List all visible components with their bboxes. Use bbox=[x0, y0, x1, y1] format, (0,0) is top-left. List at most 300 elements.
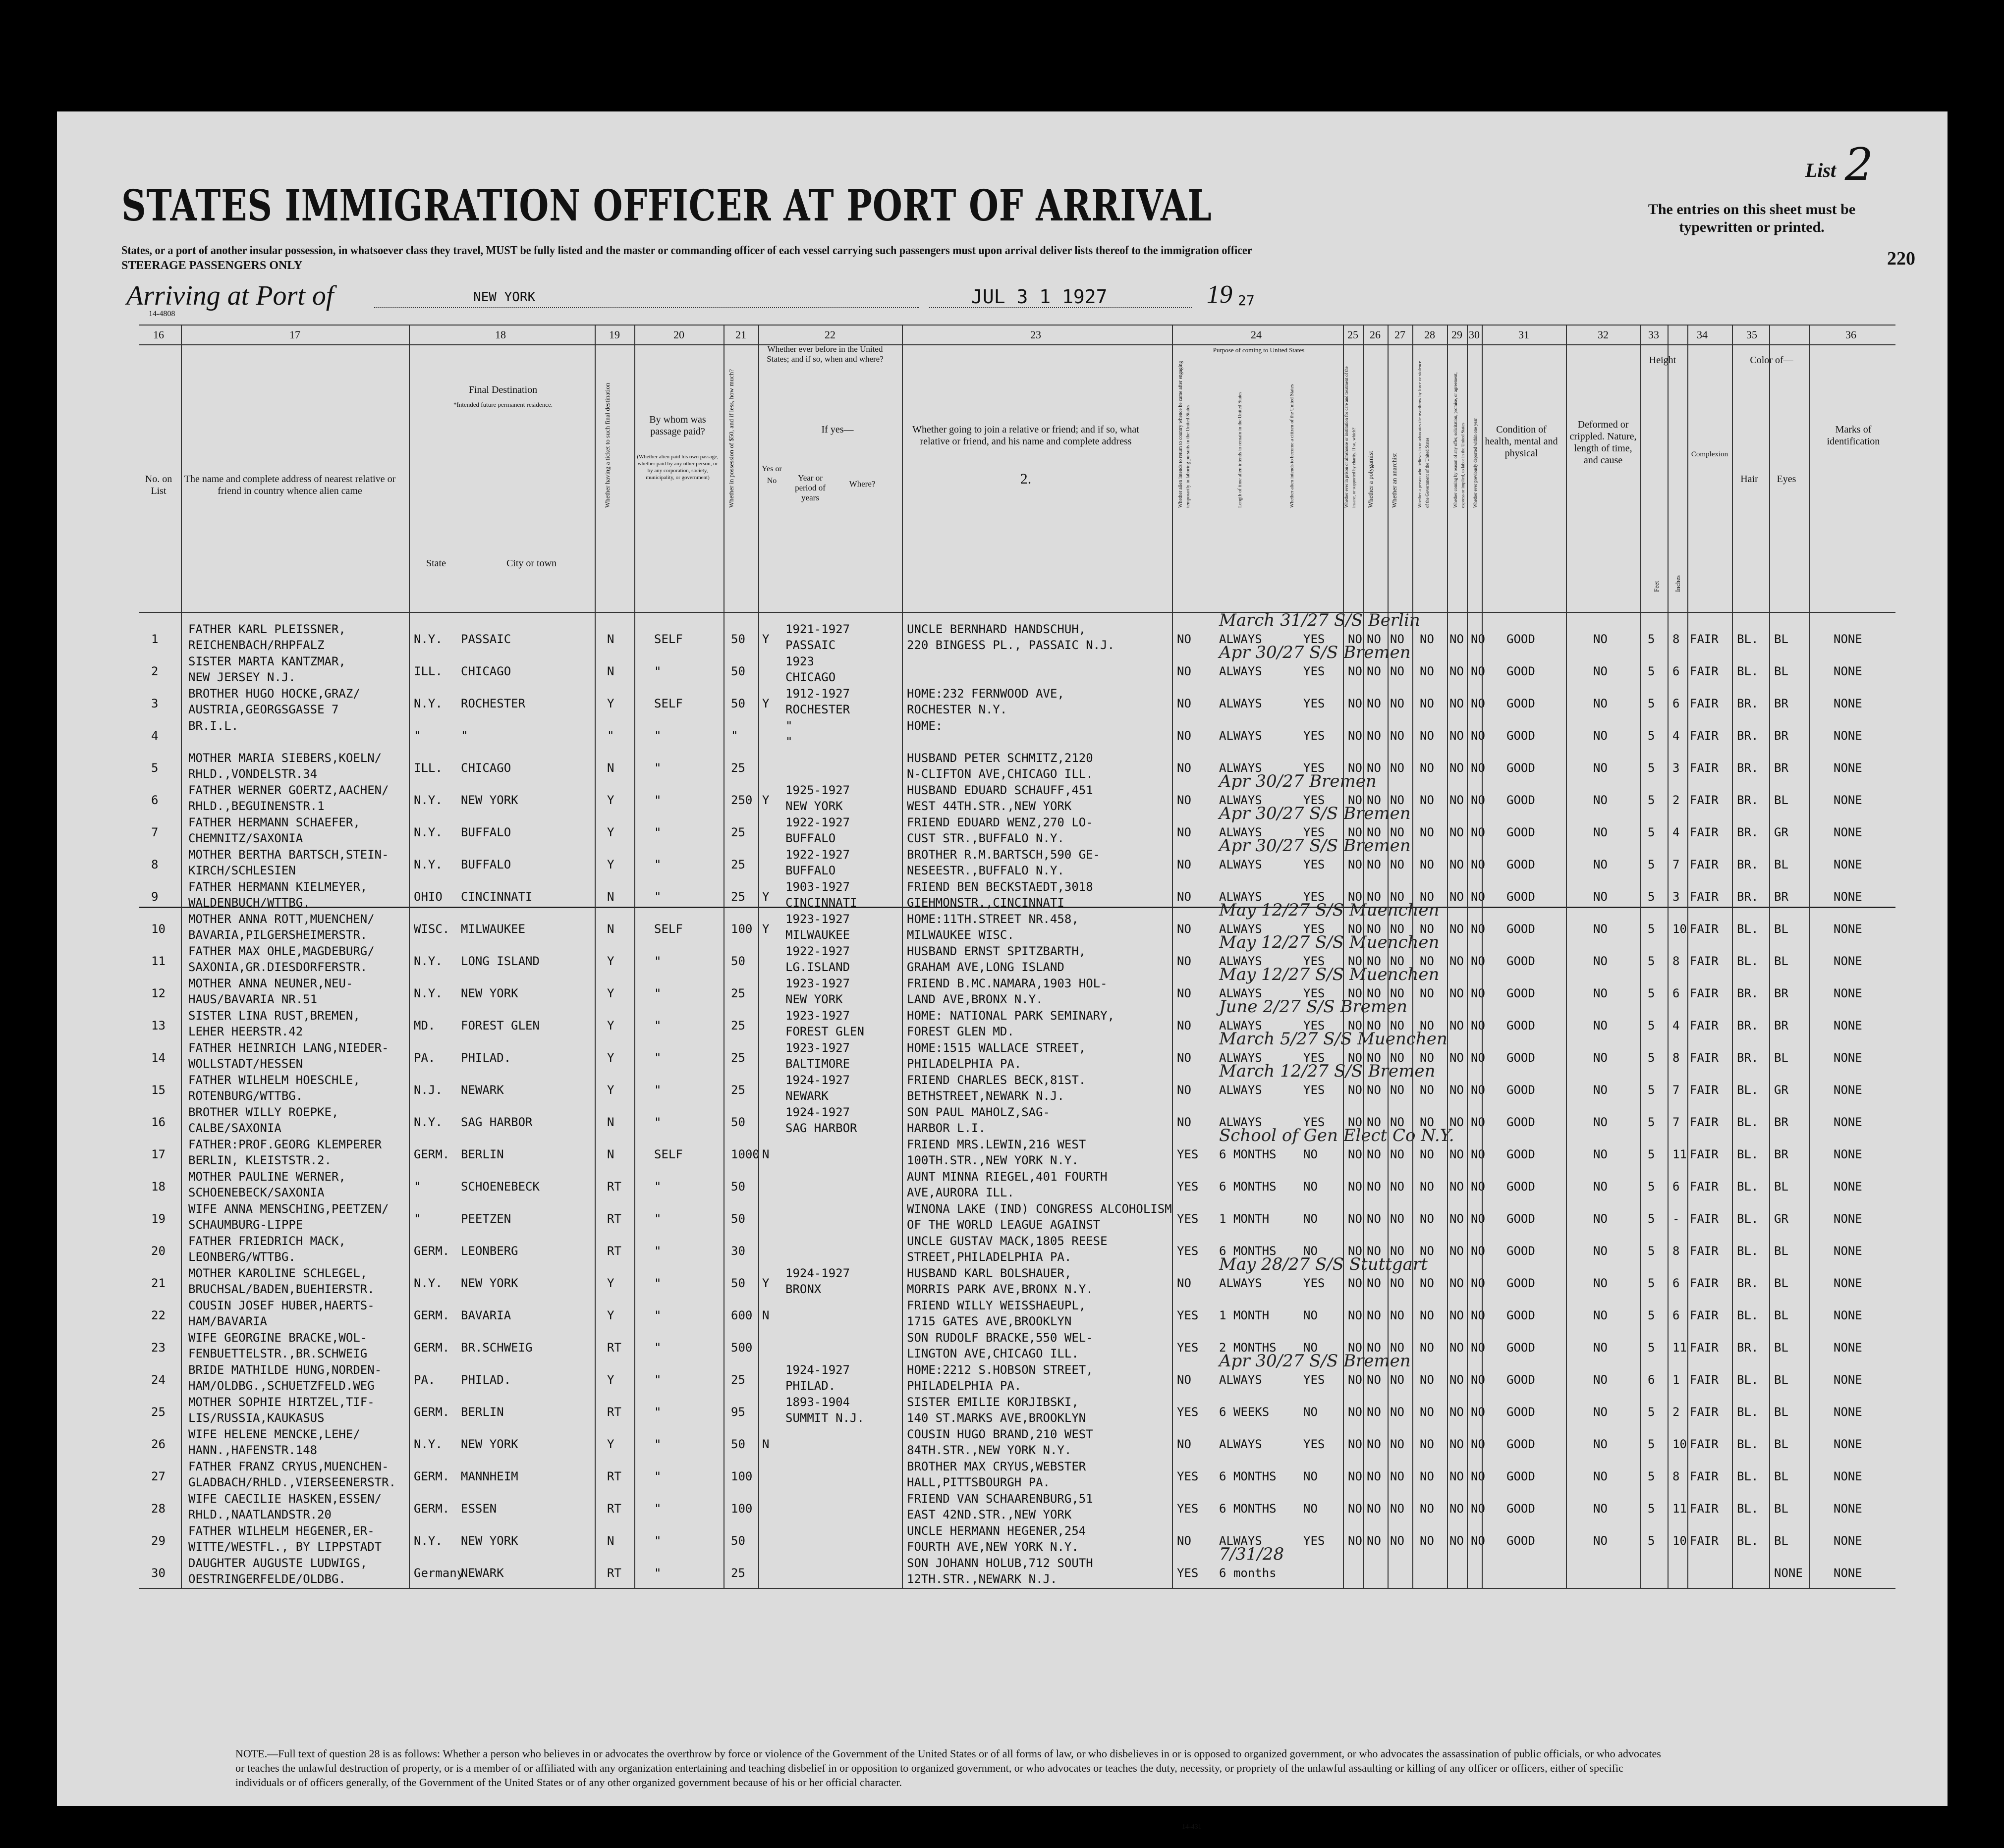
cell-hair: BL. bbox=[1737, 1147, 1759, 1161]
cell-state: N.Y. bbox=[414, 954, 443, 968]
cell-q26: NO bbox=[1367, 825, 1381, 839]
cell-inches: 4 bbox=[1672, 729, 1680, 743]
cell-ticket: RT bbox=[607, 1566, 621, 1580]
intro-text: States, or a port of another insular possession, in whatsoever class they travel, MUST be fully listed and the master or commanding officer of each vessel carrying such passengers must upon arrival deliver lists thereof to the immigration officer bbox=[121, 244, 1252, 257]
footer-code: 14-431 bbox=[1182, 1823, 1202, 1831]
cell-q27: NO bbox=[1390, 1502, 1404, 1516]
cell-ticket: N bbox=[607, 1147, 614, 1161]
cell-q30: NO bbox=[1471, 1534, 1485, 1548]
cell-paid: SELF bbox=[654, 922, 683, 936]
cell-ticket: Y bbox=[607, 697, 614, 710]
cell-feet: 5 bbox=[1648, 1308, 1655, 1322]
cell-rel2: RHLD.,VONDELSTR.34 bbox=[188, 767, 318, 781]
cell-city: NEW YORK bbox=[461, 1276, 518, 1290]
cell-marks: NONE bbox=[1834, 1341, 1862, 1355]
cell-q30: NO bbox=[1471, 1115, 1485, 1129]
cell-city: NEW YORK bbox=[461, 1534, 518, 1548]
form-code: 14-4808 bbox=[149, 310, 175, 318]
cell-q26: NO bbox=[1367, 858, 1381, 871]
cell-city: CHICAGO bbox=[461, 761, 511, 775]
cell-paid: " bbox=[654, 1373, 662, 1387]
cell-p1: NO bbox=[1177, 1083, 1191, 1097]
cell-q27: NO bbox=[1390, 697, 1404, 710]
cell-q28: NO bbox=[1420, 890, 1434, 904]
cell-q28: NO bbox=[1420, 858, 1434, 871]
cell-state: N.Y. bbox=[414, 858, 443, 871]
cell-health: GOOD bbox=[1506, 825, 1535, 839]
cell-rel1: SISTER LINA RUST,BREMEN, bbox=[188, 1009, 360, 1023]
cell-eyes: BR bbox=[1774, 1115, 1788, 1129]
cell-q29: NO bbox=[1449, 1180, 1464, 1194]
cell-q26: NO bbox=[1367, 793, 1381, 807]
cell-p3: YES bbox=[1303, 632, 1325, 646]
cell-deformed: NO bbox=[1593, 1051, 1608, 1065]
cell-p3: YES bbox=[1303, 664, 1325, 678]
cell-eyes: BL bbox=[1774, 1469, 1788, 1483]
cell-q30: NO bbox=[1471, 890, 1485, 904]
cell-no: 27 bbox=[151, 1469, 166, 1483]
cell-no: 25 bbox=[151, 1405, 166, 1419]
cell-q28: NO bbox=[1420, 954, 1434, 968]
cell-p3: YES bbox=[1303, 890, 1325, 904]
cell-p2: ALWAYS bbox=[1219, 1276, 1262, 1290]
cell-inches: 11 bbox=[1672, 1341, 1687, 1355]
cell-p1: NO bbox=[1177, 1276, 1191, 1290]
column-number: 33 bbox=[1648, 328, 1659, 341]
cell-where: " bbox=[785, 735, 793, 749]
cell-state: MD. bbox=[414, 1019, 436, 1033]
cell-paid: " bbox=[654, 1566, 662, 1580]
cell-p1: NO bbox=[1177, 954, 1191, 968]
cell-hair: BL. bbox=[1737, 1244, 1759, 1258]
header-joining-number: 2. bbox=[1020, 471, 1032, 487]
handwritten-note: May 12/27 S/S Muenchen bbox=[1219, 965, 1440, 984]
cell-join1: HOME: bbox=[907, 719, 943, 733]
cell-city: NEW YORK bbox=[461, 986, 518, 1000]
cell-q27: NO bbox=[1390, 664, 1404, 678]
cell-q28: NO bbox=[1420, 825, 1434, 839]
cell-join2: MORRIS PARK AVE,BRONX N.Y. bbox=[907, 1282, 1093, 1296]
cell-q27: NO bbox=[1390, 922, 1404, 936]
cell-health: GOOD bbox=[1506, 1469, 1535, 1483]
cell-marks: NONE bbox=[1834, 954, 1862, 968]
cell-city: LEONBERG bbox=[461, 1244, 518, 1258]
cell-ticket: " bbox=[607, 729, 614, 743]
cell-city: BERLIN bbox=[461, 1405, 504, 1419]
cell-health: GOOD bbox=[1506, 954, 1535, 968]
cell-hair: BR. bbox=[1737, 761, 1759, 775]
cell-deformed: NO bbox=[1593, 664, 1608, 678]
cell-q27: NO bbox=[1390, 1180, 1404, 1194]
cell-health: GOOD bbox=[1506, 1534, 1535, 1548]
cell-ticket: Y bbox=[607, 825, 614, 839]
cell-join1: HUSBAND KARL BOLSHAUER, bbox=[907, 1266, 1072, 1280]
cell-marks: NONE bbox=[1834, 1373, 1862, 1387]
cell-join1: SISTER EMILIE KORJIBSKI, bbox=[907, 1395, 1079, 1409]
cell-p3: YES bbox=[1303, 1437, 1325, 1451]
cell-state: ILL. bbox=[414, 761, 443, 775]
cell-q27: NO bbox=[1390, 1308, 1404, 1322]
cell-health: GOOD bbox=[1506, 632, 1535, 646]
cell-state: GERM. bbox=[414, 1405, 450, 1419]
cell-q29: NO bbox=[1449, 922, 1464, 936]
cell-q28: NO bbox=[1420, 697, 1434, 710]
cell-q27: NO bbox=[1390, 1276, 1404, 1290]
cell-paid: " bbox=[654, 1276, 662, 1290]
cell-join1: HUSBAND PETER SCHMITZ,2120 bbox=[907, 751, 1093, 765]
cell-p2: ALWAYS bbox=[1219, 1534, 1262, 1548]
cell-feet: 5 bbox=[1648, 729, 1655, 743]
cell-p1: YES bbox=[1177, 1502, 1199, 1516]
cell-q26: NO bbox=[1367, 1051, 1381, 1065]
cell-rel1: WIFE CAECILIE HASKEN,ESSEN/ bbox=[188, 1492, 382, 1506]
cell-complexion: FAIR bbox=[1690, 761, 1719, 775]
cell-health: GOOD bbox=[1506, 1502, 1535, 1516]
column-divider bbox=[1640, 325, 1641, 1588]
cell-rel1: FATHER HERMANN SCHAEFER, bbox=[188, 815, 360, 829]
column-divider bbox=[1447, 325, 1448, 1588]
cell-complexion: FAIR bbox=[1690, 1180, 1719, 1194]
cell-q26: NO bbox=[1367, 1276, 1381, 1290]
cell-before: N bbox=[762, 1437, 770, 1451]
cell-deformed: NO bbox=[1593, 1373, 1608, 1387]
cell-paid: " bbox=[654, 729, 662, 743]
cell-eyes: GR bbox=[1774, 1083, 1788, 1097]
cell-p2: 6 MONTHS bbox=[1219, 1147, 1277, 1161]
cell-paid: " bbox=[654, 1244, 662, 1258]
cell-q26: NO bbox=[1367, 729, 1381, 743]
cell-city: PHILAD. bbox=[461, 1373, 511, 1387]
handwritten-note: School of Gen Elect Co N.Y. bbox=[1219, 1126, 1454, 1145]
cell-state: N.Y. bbox=[414, 632, 443, 646]
header-purpose-b: Length of time alien intends to remain in the United States bbox=[1237, 391, 1243, 508]
cell-state: GERM. bbox=[414, 1147, 450, 1161]
cell-rel2: SCHOENEBECK/SAXONIA bbox=[188, 1186, 325, 1199]
cell-p3: NO bbox=[1303, 1180, 1318, 1194]
cell-p1: NO bbox=[1177, 986, 1191, 1000]
cell-money: 25 bbox=[731, 1373, 745, 1387]
cell-complexion: FAIR bbox=[1690, 1147, 1719, 1161]
cell-city: FOREST GLEN bbox=[461, 1019, 540, 1033]
cell-inches: 10 bbox=[1672, 1437, 1687, 1451]
cell-rel1: MOTHER ANNA NEUNER,NEU- bbox=[188, 977, 353, 990]
cell-where: LG.ISLAND bbox=[785, 960, 850, 974]
cell-feet: 5 bbox=[1648, 1115, 1655, 1129]
cell-join2: 140 ST.MARKS AVE,BROOKLYN bbox=[907, 1411, 1086, 1425]
cell-q29: NO bbox=[1449, 1534, 1464, 1548]
cell-p2: ALWAYS bbox=[1219, 793, 1262, 807]
cell-marks: NONE bbox=[1834, 1405, 1862, 1419]
cell-paid: " bbox=[654, 1502, 662, 1516]
cell-marks: NONE bbox=[1834, 761, 1862, 775]
cell-rel1: WIFE ANNA MENSCHING,PEETZEN/ bbox=[188, 1202, 389, 1216]
cell-p3: NO bbox=[1303, 1502, 1318, 1516]
cell-where: NEW YORK bbox=[785, 799, 843, 813]
cell-state: N.Y. bbox=[414, 986, 443, 1000]
cell-eyes: BL bbox=[1774, 1405, 1788, 1419]
header-relative: The name and complete address of nearest relative or friend in country whence alien came bbox=[184, 474, 396, 496]
cell-marks: NONE bbox=[1834, 664, 1862, 678]
cell-complexion: FAIR bbox=[1690, 1115, 1719, 1129]
cell-feet: 5 bbox=[1648, 697, 1655, 710]
cell-period: 1921-1927 bbox=[785, 622, 850, 636]
cell-hair: BR. bbox=[1737, 986, 1759, 1000]
cell-rel1: FATHER FRANZ CRYUS,MUENCHEN- bbox=[188, 1460, 389, 1473]
cell-q30: NO bbox=[1471, 1083, 1485, 1097]
column-number: 19 bbox=[609, 328, 620, 341]
cell-feet: 5 bbox=[1648, 1180, 1655, 1194]
cell-complexion: FAIR bbox=[1690, 729, 1719, 743]
cell-money: 50 bbox=[731, 1212, 745, 1226]
cell-join1: FRIEND BEN BECKSTAEDT,3018 bbox=[907, 880, 1093, 894]
cell-complexion: FAIR bbox=[1690, 986, 1719, 1000]
cell-q27: NO bbox=[1390, 1051, 1404, 1065]
cell-eyes: BL bbox=[1774, 1308, 1788, 1322]
cell-q25: NO bbox=[1348, 858, 1362, 871]
cell-q25: NO bbox=[1348, 697, 1362, 710]
cell-deformed: NO bbox=[1593, 1083, 1608, 1097]
cell-deformed: NO bbox=[1593, 1244, 1608, 1258]
cell-q27: NO bbox=[1390, 1147, 1404, 1161]
cell-p2: ALWAYS bbox=[1219, 1373, 1262, 1387]
cell-state: PA. bbox=[414, 1051, 436, 1065]
cell-join1: UNCLE HERMANN HEGENER,254 bbox=[907, 1524, 1086, 1538]
cell-hair: BL. bbox=[1737, 954, 1759, 968]
cell-q29: NO bbox=[1449, 1115, 1464, 1129]
cell-q27: NO bbox=[1390, 1405, 1404, 1419]
cell-feet: 5 bbox=[1648, 761, 1655, 775]
cell-q30: NO bbox=[1471, 1341, 1485, 1355]
cell-feet: 5 bbox=[1648, 1244, 1655, 1258]
cell-q25: NO bbox=[1348, 729, 1362, 743]
cell-period: " bbox=[785, 719, 793, 733]
cell-p2: ALWAYS bbox=[1219, 890, 1262, 904]
cell-state: N.J. bbox=[414, 1083, 443, 1097]
column-number: 25 bbox=[1347, 328, 1358, 341]
cell-inches: 7 bbox=[1672, 1083, 1680, 1097]
cell-q30: NO bbox=[1471, 954, 1485, 968]
cell-p3: YES bbox=[1303, 1373, 1325, 1387]
cell-rel1: FATHER FRIEDRICH MACK, bbox=[188, 1234, 346, 1248]
header-height: Height bbox=[1649, 355, 1676, 366]
cell-join1: FRIEND MRS.LEWIN,216 WEST bbox=[907, 1138, 1086, 1151]
header-ticket: Whether having a ticket to such final destination bbox=[604, 382, 611, 508]
cell-no: 11 bbox=[151, 954, 166, 968]
cell-join2: FOREST GLEN MD. bbox=[907, 1025, 1014, 1038]
cell-q27: NO bbox=[1390, 793, 1404, 807]
cell-q25: NO bbox=[1348, 1502, 1362, 1516]
cell-feet: 5 bbox=[1648, 1019, 1655, 1033]
cell-marks: NONE bbox=[1834, 1566, 1862, 1580]
cell-q30: NO bbox=[1471, 632, 1485, 646]
cell-marks: NONE bbox=[1834, 922, 1862, 936]
cell-ticket: N bbox=[607, 761, 614, 775]
cell-inches: 2 bbox=[1672, 1405, 1680, 1419]
cell-hair: BR. bbox=[1737, 697, 1759, 710]
cell-complexion: FAIR bbox=[1690, 1244, 1719, 1258]
header-where: Where? bbox=[849, 479, 876, 489]
cell-q26: NO bbox=[1367, 1180, 1381, 1194]
cell-q27: NO bbox=[1390, 1469, 1404, 1483]
cell-marks: NONE bbox=[1834, 825, 1862, 839]
cell-q27: NO bbox=[1390, 825, 1404, 839]
column-number: 26 bbox=[1370, 328, 1381, 341]
cell-q28: NO bbox=[1420, 1373, 1434, 1387]
cell-no: 6 bbox=[151, 793, 159, 807]
cell-no: 24 bbox=[151, 1373, 166, 1387]
column-number: 35 bbox=[1746, 328, 1757, 341]
cell-period: 1924-1927 bbox=[785, 1105, 850, 1119]
header-money: Whether in possession of $50, and if less, how much? bbox=[727, 369, 735, 508]
cell-period: 1923-1927 bbox=[785, 1009, 850, 1023]
cell-p1: NO bbox=[1177, 1437, 1191, 1451]
cell-eyes: BR bbox=[1774, 1019, 1788, 1033]
cell-rel1: MOTHER ANNA ROTT,MUENCHEN/ bbox=[188, 912, 375, 926]
cell-rel1: FATHER MAX OHLE,MAGDEBURG/ bbox=[188, 944, 375, 958]
header-no: No. on List bbox=[145, 474, 172, 496]
cell-feet: 5 bbox=[1648, 922, 1655, 936]
cell-no: 5 bbox=[151, 761, 159, 775]
cell-q25: NO bbox=[1348, 825, 1362, 839]
cell-health: GOOD bbox=[1506, 1083, 1535, 1097]
cell-q26: NO bbox=[1367, 1373, 1381, 1387]
column-divider bbox=[1388, 325, 1389, 1588]
cell-p1: NO bbox=[1177, 1373, 1191, 1387]
cell-marks: NONE bbox=[1834, 1212, 1862, 1226]
cell-feet: 5 bbox=[1648, 632, 1655, 646]
cell-city: PASSAIC bbox=[461, 632, 511, 646]
cell-inches: 4 bbox=[1672, 1019, 1680, 1033]
cell-join1: UNCLE BERNHARD HANDSCHUH, bbox=[907, 622, 1086, 636]
cell-marks: NONE bbox=[1834, 1469, 1862, 1483]
cell-join2: 1715 GATES AVE,BROOKLYN bbox=[907, 1314, 1072, 1328]
cell-q25: NO bbox=[1348, 632, 1362, 646]
cell-health: GOOD bbox=[1506, 1147, 1535, 1161]
cell-q26: NO bbox=[1367, 986, 1381, 1000]
column-divider bbox=[1482, 325, 1483, 1588]
cell-join2: AVE,AURORA ILL. bbox=[907, 1186, 1014, 1199]
cell-health: GOOD bbox=[1506, 1051, 1535, 1065]
column-divider bbox=[1769, 325, 1770, 1588]
cell-city: BUFFALO bbox=[461, 858, 511, 871]
cell-p3: YES bbox=[1303, 858, 1325, 871]
handwritten-note: March 5/27 S/S Muenchen bbox=[1219, 1029, 1447, 1049]
arriving-label: Arriving at Port of bbox=[126, 280, 334, 311]
cell-eyes: BL bbox=[1774, 793, 1788, 807]
cell-state: N.Y. bbox=[414, 697, 443, 710]
cell-p3: NO bbox=[1303, 1244, 1318, 1258]
cell-q25: NO bbox=[1348, 1115, 1362, 1129]
cell-state: N.Y. bbox=[414, 825, 443, 839]
cell-money: 25 bbox=[731, 1083, 745, 1097]
cell-period: 1922-1927 bbox=[785, 815, 850, 829]
header-year-period: Year or period of years bbox=[795, 473, 826, 502]
cell-deformed: NO bbox=[1593, 954, 1608, 968]
cell-p2: 6 MONTHS bbox=[1219, 1469, 1277, 1483]
cell-q29: NO bbox=[1449, 986, 1464, 1000]
cell-q27: NO bbox=[1390, 1212, 1404, 1226]
cell-money: 100 bbox=[731, 1502, 753, 1516]
cell-state: GERM. bbox=[414, 1469, 450, 1483]
cell-no: 3 bbox=[151, 697, 159, 710]
cell-q25: NO bbox=[1348, 793, 1362, 807]
cell-health: GOOD bbox=[1506, 697, 1535, 710]
cell-q27: NO bbox=[1390, 1534, 1404, 1548]
cell-q28: NO bbox=[1420, 1083, 1434, 1097]
cell-p2: 1 MONTH bbox=[1219, 1308, 1270, 1322]
cell-q30: NO bbox=[1471, 761, 1485, 775]
cell-paid: " bbox=[654, 1083, 662, 1097]
cell-eyes: BL bbox=[1774, 1373, 1788, 1387]
cell-p3: NO bbox=[1303, 1308, 1318, 1322]
cell-hair: BR. bbox=[1737, 1341, 1759, 1355]
cell-paid: " bbox=[654, 1115, 662, 1129]
cell-rel1: FATHER:PROF.GEORG KLEMPERER bbox=[188, 1138, 382, 1151]
cell-rel2: HAM/OLDBG.,SCHUETZFELD.WEG bbox=[188, 1379, 375, 1393]
cell-q26: NO bbox=[1367, 1437, 1381, 1451]
cell-q30: NO bbox=[1471, 793, 1485, 807]
cell-health: GOOD bbox=[1506, 986, 1535, 1000]
column-divider bbox=[634, 325, 635, 1588]
cell-marks: NONE bbox=[1834, 986, 1862, 1000]
cell-complexion: FAIR bbox=[1690, 1212, 1719, 1226]
cell-rel2: HANN.,HAFENSTR.148 bbox=[188, 1443, 318, 1457]
port-name: NEW YORK bbox=[473, 290, 536, 305]
cell-feet: 5 bbox=[1648, 1341, 1655, 1355]
column-divider bbox=[758, 325, 759, 1588]
cell-paid: " bbox=[654, 761, 662, 775]
cell-where: SUMMIT N.J. bbox=[785, 1411, 864, 1425]
cell-no: 30 bbox=[151, 1566, 166, 1580]
cell-join2: NESEESTR.,BUFFALO N.Y. bbox=[907, 864, 1064, 877]
cell-paid: " bbox=[654, 1405, 662, 1419]
cell-q26: NO bbox=[1367, 1341, 1381, 1355]
cell-feet: 5 bbox=[1648, 825, 1655, 839]
cell-q25: NO bbox=[1348, 1308, 1362, 1322]
cell-complexion: FAIR bbox=[1690, 1341, 1719, 1355]
header-purpose: Purpose of coming to United States bbox=[1213, 346, 1305, 354]
cell-q25: NO bbox=[1348, 1180, 1362, 1194]
cell-inches: 3 bbox=[1672, 890, 1680, 904]
cell-deformed: NO bbox=[1593, 1212, 1608, 1226]
header-deformed: Deformed or crippled. Nature, length of time, and cause bbox=[1569, 419, 1637, 466]
cell-q25: NO bbox=[1348, 1437, 1362, 1451]
cell-where: NEW YORK bbox=[785, 992, 843, 1006]
cell-hair: BL. bbox=[1737, 1308, 1759, 1322]
cell-q29: NO bbox=[1449, 1244, 1464, 1258]
cell-join2: LAND AVE,BRONX N.Y. bbox=[907, 992, 1043, 1006]
cell-paid: " bbox=[654, 858, 662, 871]
cell-where: NEWARK bbox=[785, 1089, 829, 1103]
cell-ticket: RT bbox=[607, 1180, 621, 1194]
cell-rel2: FENBUETTELSTR.,BR.SCHWEIG bbox=[188, 1347, 368, 1360]
column-number: 32 bbox=[1598, 328, 1609, 341]
cell-p2: ALWAYS bbox=[1219, 986, 1262, 1000]
cell-eyes: BL bbox=[1774, 1244, 1788, 1258]
cell-q28: NO bbox=[1420, 1212, 1434, 1226]
cell-feet: 5 bbox=[1648, 986, 1655, 1000]
cell-q28: NO bbox=[1420, 1147, 1434, 1161]
cell-hair: BR. bbox=[1737, 729, 1759, 743]
cell-join2: MILWAUKEE WISC. bbox=[907, 928, 1014, 942]
header-prison: Whether ever in prison or almshouse or institution for care and treatment of the insane, or supported by charity. If so, which? bbox=[1344, 366, 1356, 508]
cell-no: 14 bbox=[151, 1051, 166, 1065]
cell-rel2: RHLD.,BEGUINENSTR.1 bbox=[188, 799, 325, 813]
cell-join2: LINGTON AVE,CHICAGO ILL. bbox=[907, 1347, 1079, 1360]
cell-q28: NO bbox=[1420, 922, 1434, 936]
cell-p2: 6 MONTHS bbox=[1219, 1244, 1277, 1258]
cell-rel2: AUSTRIA,GEORGSGASSE 7 bbox=[188, 703, 339, 716]
